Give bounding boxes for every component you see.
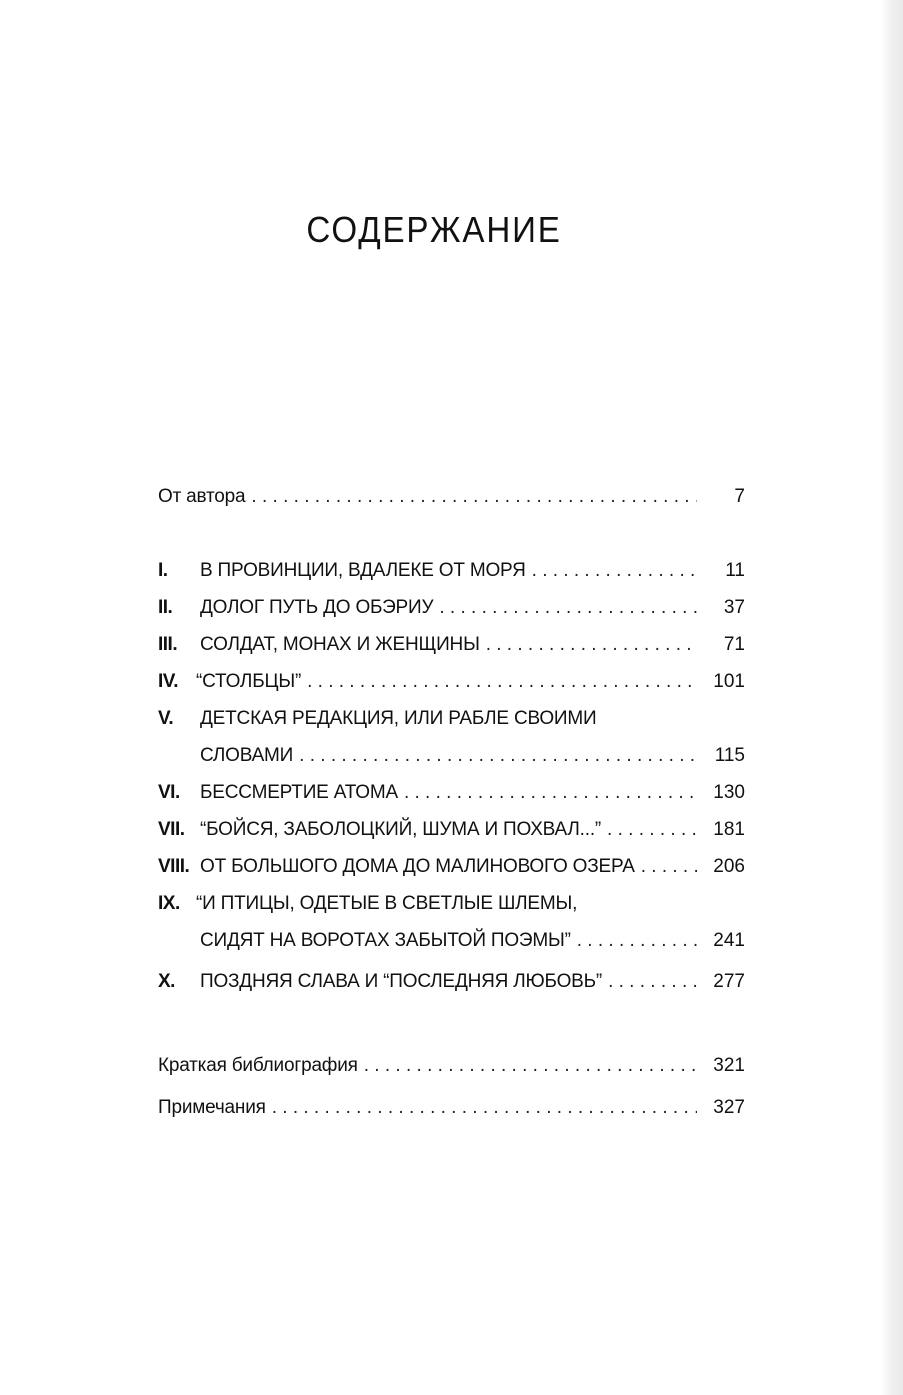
- toc-entry-chapter-7[interactable]: [158, 815, 745, 845]
- chapter-title: В ПРОВИНЦИИ, ВДАЛЕКЕ ОТ МОРЯ: [200, 560, 526, 581]
- toc-entry-chapter-3[interactable]: [158, 630, 745, 660]
- dot-leader: [532, 556, 697, 586]
- chapter-number: III.: [158, 634, 178, 655]
- chapter-title: ДОЛОГ ПУТЬ ДО ОБЭРИУ: [200, 597, 434, 618]
- chapter-title: ДЕТСКАЯ РЕДАКЦИЯ, ИЛИ РАБЛЕ СВОИМИ: [200, 708, 597, 729]
- chapter-title-continued: СЛОВАМИ: [200, 745, 294, 766]
- toc-entry-chapter-9[interactable]: [158, 889, 745, 919]
- toc-entry-foreword[interactable]: [158, 482, 745, 512]
- toc-entry-chapter-8[interactable]: [158, 852, 745, 882]
- dot-leader: [608, 967, 697, 997]
- chapter-number: V.: [158, 708, 174, 729]
- chapter-title: ПОЗДНЯЯ СЛАВА И “ПОСЛЕДНЯЯ ЛЮБОВЬ”: [200, 971, 603, 992]
- toc-page-number: 277: [713, 971, 745, 992]
- toc-page-number: 7: [734, 486, 745, 507]
- toc-entry-title: От автора: [158, 486, 246, 507]
- toc-page-number: 71: [723, 634, 745, 655]
- page-title: СОДЕРЖАНИЕ: [306, 209, 562, 250]
- toc-entry-chapter-9-continued[interactable]: [158, 926, 745, 956]
- toc-entry-bibliography[interactable]: [158, 1051, 745, 1081]
- toc-page-number: 101: [713, 671, 745, 692]
- dot-leader: [404, 778, 697, 808]
- chapter-title: ОТ БОЛЬШОГО ДОМА ДО МАЛИНОВОГО ОЗЕРА: [200, 856, 635, 877]
- toc-entry-title: Примечания: [158, 1097, 266, 1118]
- toc-page-number: 181: [713, 819, 745, 840]
- dot-leader: [307, 667, 697, 697]
- chapter-title-continued: СИДЯТ НА ВОРОТАХ ЗАБЫТОЙ ПОЭМЫ”: [200, 930, 571, 951]
- chapter-number: II.: [158, 597, 173, 618]
- dot-leader: [272, 1093, 697, 1123]
- toc-entry-chapter-4[interactable]: [158, 667, 745, 697]
- toc-page-number: 130: [713, 782, 745, 803]
- chapter-title: БЕССМЕРТИЕ АТОМА: [200, 782, 398, 803]
- toc-entry-chapter-2[interactable]: [158, 593, 745, 623]
- toc-entry-title: Краткая библиография: [158, 1055, 358, 1076]
- toc-page-number: 11: [725, 560, 745, 581]
- dot-leader: [577, 926, 697, 956]
- toc-page-number: 241: [713, 930, 745, 951]
- toc-entry-chapter-5[interactable]: [158, 704, 745, 734]
- dot-leader: [364, 1051, 697, 1081]
- toc-page-number: 115: [714, 745, 745, 766]
- chapter-number: IV.: [158, 671, 178, 692]
- toc-entry-notes[interactable]: [158, 1093, 745, 1123]
- chapter-title: “БОЙСЯ, ЗАБОЛОЦКИЙ, ШУМА И ПОХВАЛ...”: [200, 819, 602, 840]
- toc-entry-chapter-1[interactable]: [158, 556, 745, 586]
- chapter-number: IX.: [158, 893, 180, 914]
- toc-entry-chapter-6[interactable]: [158, 778, 745, 808]
- dot-leader: [439, 593, 697, 623]
- page-edge-shadow: [881, 0, 903, 1395]
- dot-leader: [251, 482, 697, 512]
- dot-leader: [299, 741, 697, 771]
- toc-page-number: 321: [713, 1055, 745, 1076]
- chapter-title: СОЛДАТ, МОНАХ И ЖЕНЩИНЫ: [200, 634, 480, 655]
- chapter-number: VIII.: [158, 856, 190, 877]
- chapter-number: VI.: [158, 782, 180, 803]
- toc-page-number: 327: [713, 1097, 745, 1118]
- toc-entry-chapter-10[interactable]: [158, 967, 745, 997]
- chapter-title: “И ПТИЦЫ, ОДЕТЫЕ В СВЕТЛЫЕ ШЛЕМЫ,: [196, 893, 578, 914]
- toc-page-number: 206: [713, 856, 745, 877]
- chapter-number: X.: [158, 971, 175, 992]
- toc-entry-chapter-5-continued[interactable]: [158, 741, 745, 771]
- dot-leader: [607, 815, 697, 845]
- chapter-number: VII.: [158, 819, 185, 840]
- dot-leader: [641, 852, 697, 882]
- toc-page-number: 37: [723, 597, 745, 618]
- dot-leader: [486, 630, 697, 660]
- chapter-number: I.: [158, 560, 168, 581]
- chapter-title: “СТОЛБЦЫ”: [196, 671, 302, 692]
